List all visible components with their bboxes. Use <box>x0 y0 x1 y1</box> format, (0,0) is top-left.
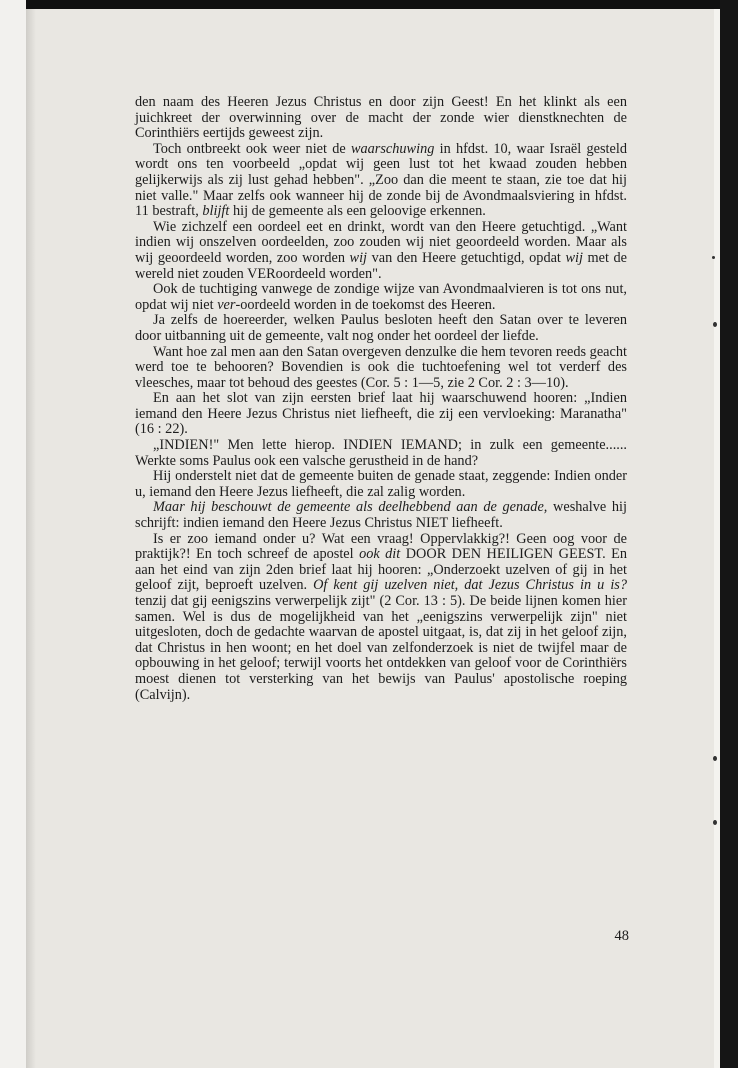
paragraph: den naam des Heeren Jezus Christus en door zijn Geest! En het klinkt als een juichkreet der overwinning over de macht der zonde wier dienstknechten de Corinthiërs eertijds geweest zijn. <box>135 94 627 142</box>
italic-text: ook dit <box>359 546 401 563</box>
scan-border-top <box>0 0 738 9</box>
italic-text: waarschuwing <box>350 140 435 157</box>
text-run: tenzij dat gij eenigszins verwerpelijk zijt" (2 Cor. 13 : 5). De beide lijnen komen hier samen. Wel is dus de mogelijkheid van het „eenigszins verwerpelijk zijn" niet uitgesloten, doch de gedachte waarvan de apostel uitgaat, is, dat zij in het geloof zijn, dat Christus in hen woont; en het doel van zelfonderzoek is niet de twijfel maar de opbouwing in het geloof; terwijl voorts het ontdekken van geloof voor de Corinthiërs moest dienen tot versterking van het bewijs van Paulus' apostolische roeping (Calvijn). <box>135 593 627 703</box>
paragraph: Want hoe zal men aan den Satan overgeven denzulke die hem tevoren reeds geacht werd toe te behooren? Bovendien is ook die tuchtoefening wel tot verderf des vleesches, maar tot behoud des geestes (Cor. 5 : 1—5, zie 2 Cor. 2 : 3—10). <box>135 343 627 391</box>
italic-text: Maar hij beschouwt de gemeente als deelhebbend aan de genade, <box>153 499 548 516</box>
text-run: Toch ontbreekt ook weer niet de <box>153 140 351 157</box>
paragraph: Ja zelfs de hoereerder, welken Paulus besloten heeft den Satan over te leveren door uitbanning uit de gemeente, valt nog onder het oordeel der liefde. <box>135 312 627 344</box>
text-run: met de wereld niet zouden VERoordeeld worden". <box>135 249 627 282</box>
paragraph <box>135 220 627 282</box>
paragraph: „INDIEN!" Men lette hierop. INDIEN IEMAND; in zulk een gemeente...... Werkte soms Paulus ook een valsche gerustheid in de hand? <box>135 437 627 469</box>
text-run: in hfdst. 10, waar Israël gesteld wordt ons ten voorbeeld „opdat wij geen lust tot het kwaad zouden hebben gelijkerwijs als zij lust gehad hebben". „Zoo dan die meent te staan, zie toe dat hij niet valle." Maar zelfs ook wanneer hij de zonde bij de Avondmaalsviering in hfdst. 11 bestraft, <box>135 140 627 220</box>
scan-border-right <box>720 0 738 1068</box>
paragraph: En aan het slot van zijn eersten brief laat hij waarschuwend hooren: „Indien iemand den Heere Jezus Christus niet liefheeft, die zij een vervloeking: Maranatha" (16 : 22). <box>135 390 627 438</box>
scan-speck <box>713 756 717 761</box>
italic-text: blijft <box>202 203 230 220</box>
paragraph <box>135 142 627 220</box>
paragraph <box>135 282 627 313</box>
paragraph: Hij onderstelt niet dat de gemeente buiten de genade staat, zeggende: Indien onder u, iemand den Heere Jezus liefheeft, die zal zalig worden. <box>135 468 627 500</box>
text-run: weshalve hij schrijft: indien iemand den Heere Jezus Christus NIET liefheeft. <box>135 499 628 532</box>
page-gutter-shadow <box>26 9 36 1068</box>
scan-speck <box>713 322 717 327</box>
text-run: Ook de tuchtiging vanwege de zondige wijze van Avondmaalvieren is tot ons nut, opdat wij niet <box>135 281 627 313</box>
text-run: hij de gemeente als een geloovige erkennen. <box>229 203 486 220</box>
text-run: van den Heere getuchtigd, opdat <box>367 249 566 266</box>
scan-speck <box>712 256 715 259</box>
italic-text: wij <box>565 249 583 266</box>
italic-text: Of kent gij uzelven niet, dat Jezus Christus in u is? <box>313 577 627 594</box>
italic-text: ver <box>217 296 236 313</box>
scan-margin-left <box>0 0 26 1068</box>
page-number: 48 <box>614 928 629 944</box>
paragraph <box>135 500 627 531</box>
text-run: Is er zoo iemand onder u? Wat een vraag! Oppervlakkig?! Geen oog voor de praktijk?! En toch schreef de apostel <box>135 530 627 563</box>
scan-speck <box>713 820 717 825</box>
text-run: DOOR DEN HEILIGEN GEEST. En aan het eind van zijn 2den brief laat hij hooren: „Onderzoekt uzelven of gij in het geloof zijt, beproeft uzelven. <box>135 546 627 594</box>
text-run: Wie zichzelf een oordeel eet en drinkt, wordt van den Heere getuchtigd. „Want indien wij onszelven oordeelden, zoo zouden wij niet geoordeeld worden. Maar als wij geoordeeld worden, zoo worden <box>135 218 627 266</box>
italic-text: wij <box>349 249 368 266</box>
paragraph <box>135 532 627 704</box>
body-text <box>135 95 627 703</box>
text-run: -oordeeld worden in de toekomst des Heeren. <box>235 296 496 313</box>
